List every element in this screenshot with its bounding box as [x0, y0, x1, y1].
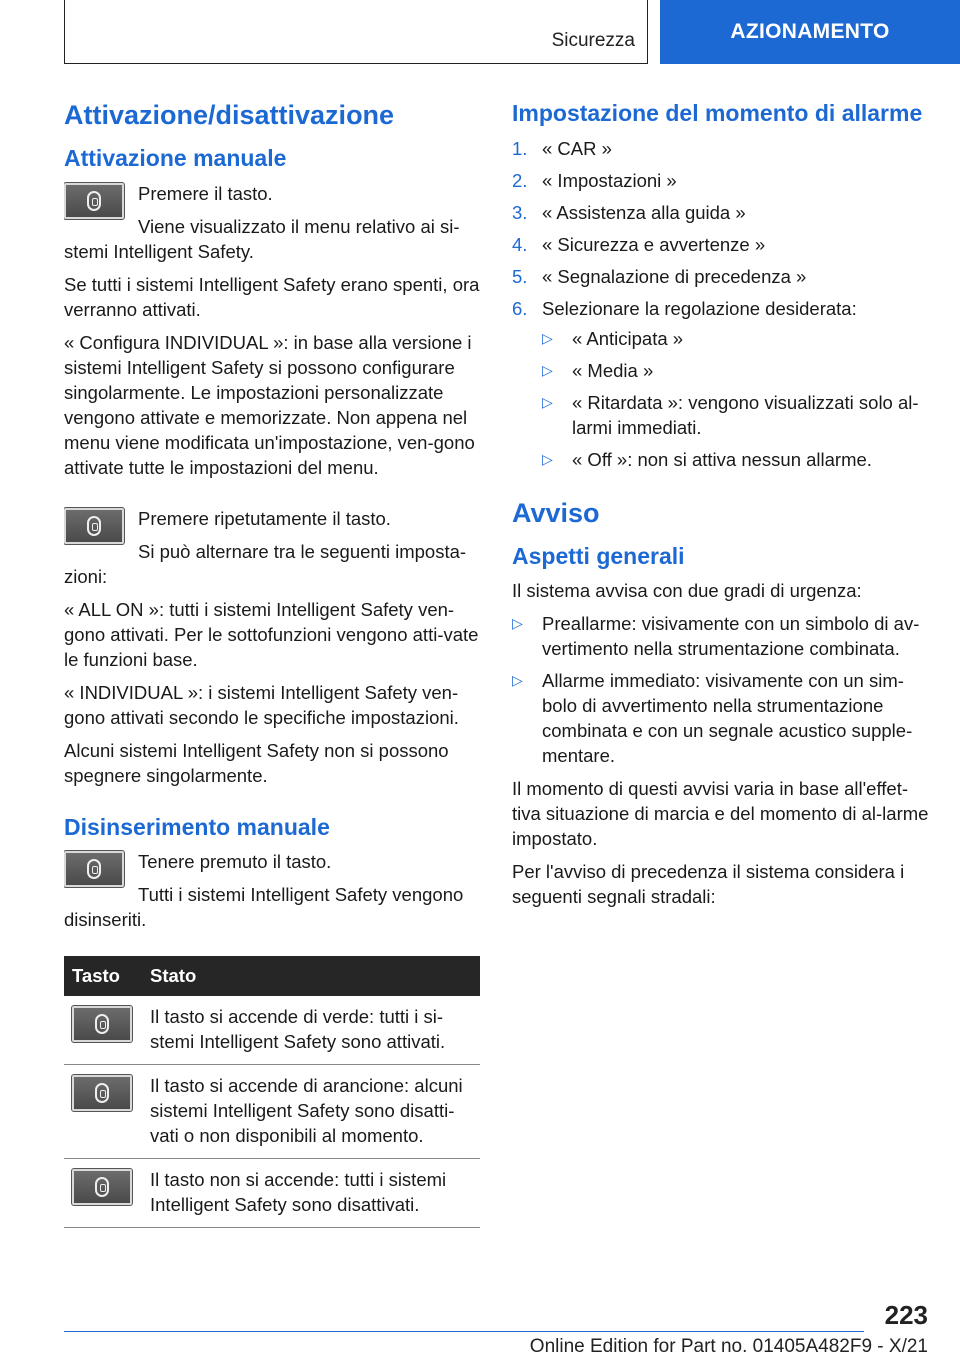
- list-item: ▷ Preallarme: visivamente con un simbolo di av-vertimento nella strumentazione combinata.: [512, 613, 920, 660]
- instruction-text: Premere il tasto.: [138, 182, 273, 204]
- footer-divider: [64, 1331, 864, 1332]
- left-column: [64, 100, 480, 1228]
- status-table: [64, 956, 480, 1228]
- table-cell-status: Il tasto non si accende: tutti i sistemi Intelligent Safety sono disattivati.: [142, 1159, 480, 1228]
- button-green-icon: [72, 1006, 132, 1042]
- subheading-manual-deactivation: Disinserimento manuale: [64, 813, 330, 840]
- subheading-manual-activation: Attivazione manuale: [64, 145, 287, 172]
- paragraph: « ALL ON »: tutti i sistemi Intelligent Safety ven-gono attivati. Per le sottofunzioni vengono atti-vate le funzioni base.: [64, 598, 479, 670]
- list-item: ▷ « Off »: non si attiva nessun allarme.: [542, 448, 872, 470]
- triangle-bullet-icon: ▷: [542, 450, 553, 467]
- key-instruction-press-repeat: [64, 506, 480, 597]
- paragraph: Alcuni sistemi Intelligent Safety non si possono spegnere singolarmente.: [64, 739, 449, 786]
- table-row: [64, 1065, 480, 1159]
- triangle-bullet-icon: ▷: [542, 393, 553, 410]
- right-column: [512, 100, 932, 917]
- list-item: 1. « CAR »: [512, 137, 612, 159]
- table-cell-status: Il tasto si accende di verde: tutti i si-stemi Intelligent Safety sono attivati.: [142, 996, 480, 1065]
- intelligent-safety-button-icon: [64, 851, 124, 887]
- list-item: 6. Selezionare la regolazione desiderata: ▷ « Anticipata » ▷ « Media » ▷ « Ritardata »: vengono visualizzati solo al-larmi immediati. ▷ « Off »: non si attiva nessun allarme.: [512, 296, 932, 472]
- triangle-bullet-icon: ▷: [542, 329, 553, 346]
- paragraph: Per l'avviso di precedenza il sistema considera i seguenti segnali stradali:: [512, 861, 905, 908]
- key-instruction-press: [64, 181, 480, 272]
- subheading-general: Aspetti generali: [512, 542, 685, 569]
- warning-levels-list: [512, 611, 932, 768]
- header-chapter-tab: AZIONAMENTO: [660, 0, 960, 64]
- instruction-text: Tenere premuto il tasto.: [138, 851, 332, 873]
- table-header-status: Stato: [142, 956, 480, 996]
- section-heading-warning: Avviso: [512, 497, 600, 528]
- list-item: ▷ « Anticipata »: [542, 327, 684, 349]
- list-item: ▷ « Media »: [542, 359, 654, 381]
- table-header-key: Tasto: [64, 956, 142, 996]
- paragraph: Il sistema avvisa con due gradi di urgenza:: [512, 580, 862, 602]
- button-orange-icon: [72, 1075, 132, 1111]
- table-row: [64, 1159, 480, 1228]
- instruction-text: Premere ripetutamente il tasto.: [138, 507, 391, 529]
- paragraph: Se tutti i sistemi Intelligent Safety erano spenti, ora verranno attivati.: [64, 273, 480, 320]
- triangle-bullet-icon: ▷: [542, 361, 553, 378]
- list-item: 2. « Impostazioni »: [512, 169, 677, 191]
- header-section-box: [64, 0, 648, 64]
- intelligent-safety-button-icon: [64, 183, 124, 219]
- list-item: 4. « Sicurezza e avvertenze »: [512, 233, 766, 255]
- list-item: ▷ « Ritardata »: vengono visualizzati solo al-larmi immediati.: [542, 391, 919, 438]
- paragraph: Viene visualizzato il menu relativo ai si-stemi Intelligent Safety.: [64, 215, 460, 262]
- key-instruction-hold: [64, 849, 480, 940]
- steps-list: [512, 136, 932, 472]
- subheading-warning-timing: Impostazione del momento di allarme: [512, 100, 923, 126]
- options-list: [542, 326, 932, 472]
- page-number: 223: [884, 1300, 928, 1330]
- triangle-bullet-icon: ▷: [512, 615, 523, 632]
- button-off-icon: [72, 1169, 132, 1205]
- paragraph: « INDIVIDUAL »: i sistemi Intelligent Safety ven-gono attivati secondo le specifiche impostazioni.: [64, 681, 459, 728]
- paragraph: Tutti i sistemi Intelligent Safety vengono disinseriti.: [64, 884, 464, 931]
- table-cell-status: Il tasto si accende di arancione: alcuni sistemi Intelligent Safety sono disatti-vati o non disponibili al momento.: [142, 1065, 480, 1159]
- paragraph: Il momento di questi avvisi varia in base all'effet-tiva situazione di marcia e del momento di al-larme impostato.: [512, 778, 929, 850]
- header-section-title: Sicurezza: [551, 30, 635, 51]
- section-heading-activation: Attivazione/disattivazione: [64, 100, 395, 130]
- paragraph: Si può alternare tra le seguenti imposta-zioni:: [64, 540, 467, 587]
- list-item: ▷ Allarme immediato: visivamente con un sim-bolo di avvertimento nella strumentazione combinata e con un segnale acustico supple-mentare.: [512, 670, 913, 767]
- edition-info: Online Edition for Part no. 01405A482F9 - X/21: [529, 1336, 928, 1357]
- table-row: [64, 996, 480, 1065]
- paragraph: « Configura INDIVIDUAL »: in base alla versione i sistemi Intelligent Safety si possono configurare singolarmente. Le impostazioni personalizzate vengono attivate e memorizzate. Non appena nel menu viene modificata un'impostazione, ven-gono attivate tutte le impostazioni del menu.: [64, 331, 475, 478]
- triangle-bullet-icon: ▷: [512, 672, 523, 689]
- list-item: 5. « Segnalazione di precedenza »: [512, 265, 807, 287]
- intelligent-safety-button-icon: [64, 508, 124, 544]
- list-item: 3. « Assistenza alla guida »: [512, 201, 746, 223]
